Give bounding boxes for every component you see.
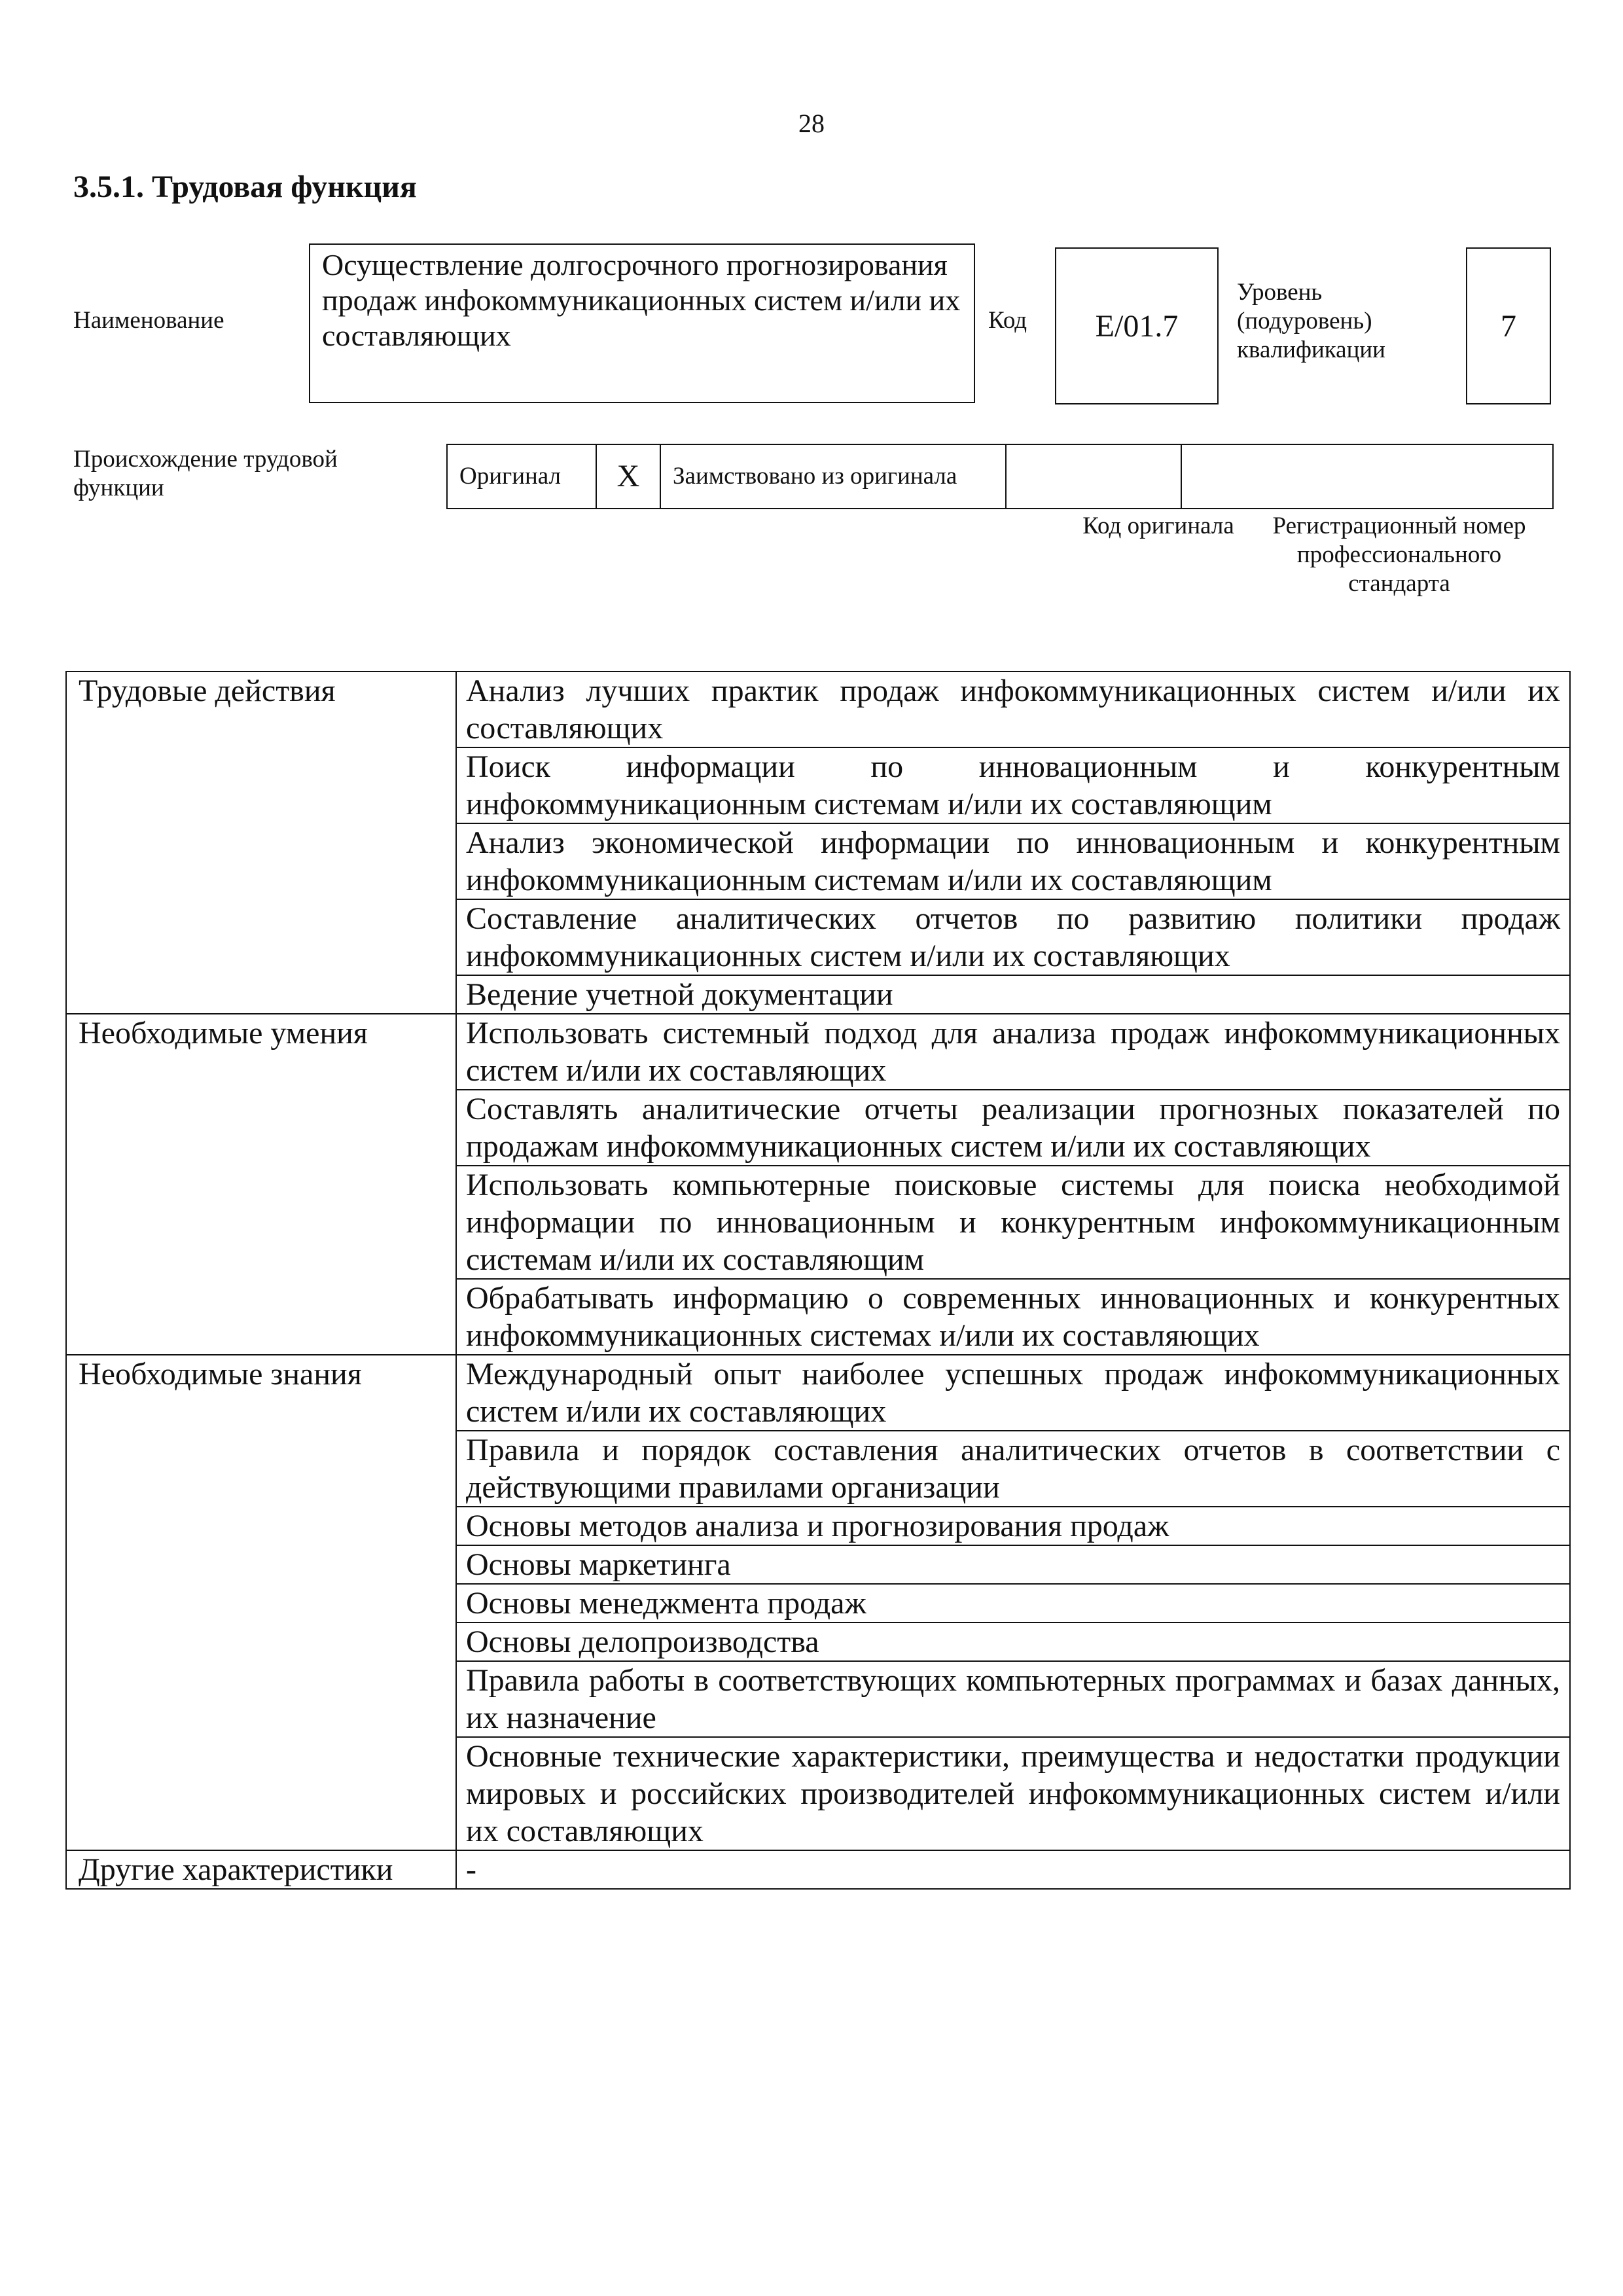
table-row [66, 1014, 1570, 1090]
item-cell: Правила и порядок составления аналитических отчетов в соответствии с действующими правилами организации [456, 1431, 1570, 1507]
original-label: Оригинал [459, 463, 562, 490]
original-code-caption: Код оригинала [1082, 512, 1234, 539]
table-row [66, 1850, 1570, 1889]
item-cell: Основы методов анализа и прогнозирования продаж [456, 1507, 1570, 1545]
reg-number-cell [1181, 444, 1553, 509]
item-cell: Использовать компьютерные поисковые системы для поиска необходимой информации по инновационным и конкурентным инфокоммуникационным системам и/или их составляющим [456, 1166, 1570, 1279]
item-cell: Ведение учетной документации [456, 975, 1570, 1014]
item-cell: Поиск информации по инновационным и конкурентным инфокоммуникационным системам и/или их составляющим [456, 747, 1570, 823]
original-label-cell [447, 444, 596, 509]
original-mark-cell [596, 444, 660, 509]
borrowed-cell [660, 444, 1006, 509]
level-value-box: 7 [1466, 247, 1551, 404]
origin-table [446, 444, 1554, 509]
category-cell: Трудовые действия [66, 672, 456, 1014]
name-label: Наименование [73, 307, 224, 334]
reg-number-caption: Регистрационный номер профессионального стандарта [1272, 512, 1526, 597]
table-row [66, 1355, 1570, 1431]
category-cell: Необходимые знания [66, 1355, 456, 1850]
item-cell: Составление аналитических отчетов по развитию политики продаж инфокоммуникационных систем и/или их составляющих [456, 899, 1570, 975]
table-row [66, 672, 1570, 747]
item-cell: Основы делопроизводства [456, 1623, 1570, 1661]
code-label: Код [988, 307, 1027, 334]
item-cell: Международный опыт наиболее успешных продаж инфокоммуникационных систем и/или их составляющих [456, 1355, 1570, 1431]
level-label: Уровень (подуровень) квалификации [1237, 279, 1385, 363]
item-cell: Основы менеджмента продаж [456, 1584, 1570, 1623]
function-name-box: Осуществление долгосрочного прогнозирования продаж инфокоммуникационных систем и/или их составляющих [309, 243, 975, 403]
item-cell: Анализ лучших практик продаж инфокоммуникационных систем и/или их составляющих [456, 672, 1570, 747]
labor-function-table-body [66, 672, 1570, 1889]
original-mark: X [616, 459, 640, 493]
borrowed-label: Заимствовано из оригинала [673, 463, 957, 490]
item-cell: Составлять аналитические отчеты реализации прогнозных показателей по продажам инфокоммуникационных систем и/или их составляющих [456, 1090, 1570, 1166]
page-number: 28 [798, 109, 825, 138]
origin-label: Происхождение трудовой функции [73, 446, 338, 501]
category-cell: Необходимые умения [66, 1014, 456, 1355]
item-cell: Основные технические характеристики, преимущества и недостатки продукции мировых и российских производителей инфокоммуникационных систем и/или их составляющих [456, 1737, 1570, 1850]
item-cell: Анализ экономической информации по инновационным и конкурентным инфокоммуникационным системам и/или их составляющим [456, 823, 1570, 899]
item-cell: Основы маркетинга [456, 1545, 1570, 1584]
category-cell: Другие характеристики [66, 1850, 456, 1889]
original-code-cell [1006, 444, 1181, 509]
item-cell: - [456, 1850, 1570, 1889]
item-cell: Правила работы в соответствующих компьютерных программах и базах данных, их назначение [456, 1661, 1570, 1737]
item-cell: Обрабатывать информацию о современных инновационных и конкурентных инфокоммуникационных системах и/или их составляющих [456, 1279, 1570, 1355]
code-value-box: E/01.7 [1055, 247, 1219, 404]
item-cell: Использовать системный подход для анализа продаж инфокоммуникационных систем и/или их составляющих [456, 1014, 1570, 1090]
labor-function-table [65, 671, 1571, 1890]
section-title: 3.5.1. Трудовая функция [73, 170, 417, 204]
